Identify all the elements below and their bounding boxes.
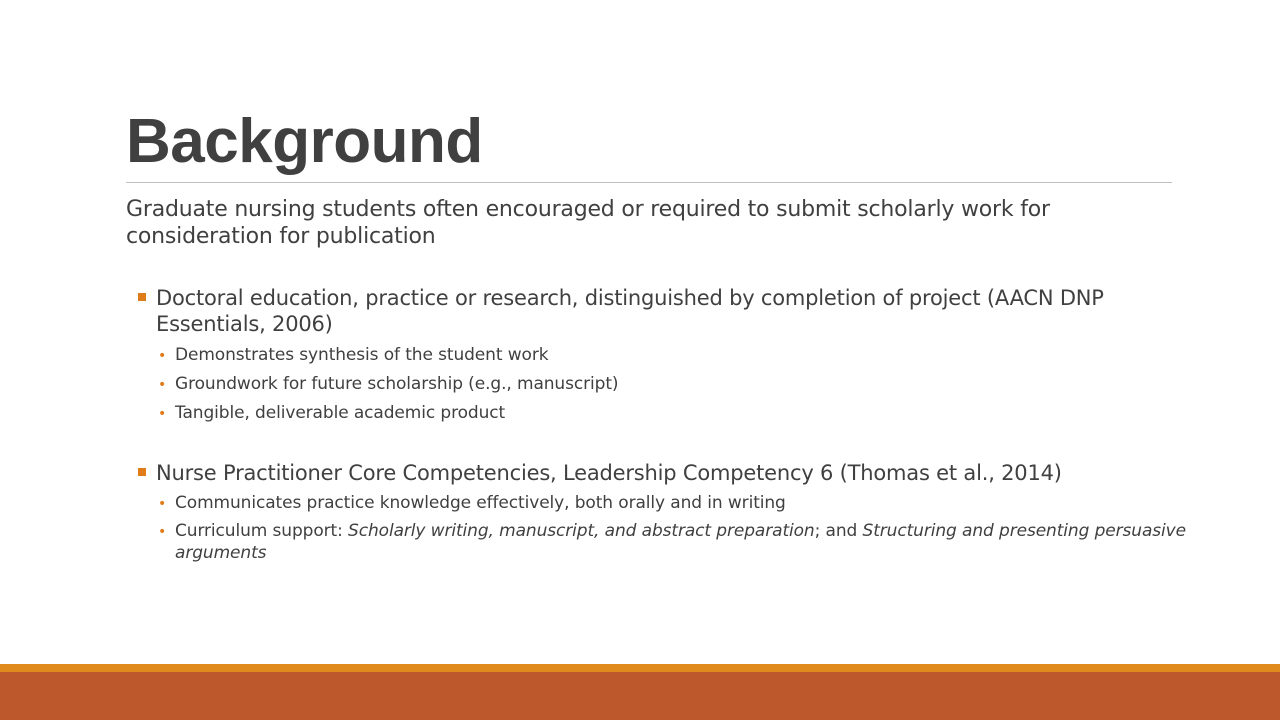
curriculum-italic-arguments: Structuring and presenting persuasive arguments	[175, 521, 1186, 563]
section-doctoral-education	[136, 285, 1186, 424]
level2-bullet	[136, 492, 1186, 514]
footer-band-orange	[0, 664, 1280, 672]
level1-bullet	[136, 285, 1186, 337]
level2-bullet	[136, 373, 1186, 395]
dot-bullet-icon: •	[158, 496, 167, 512]
sub-bullet-list	[136, 492, 1186, 564]
curriculum-italic-writing: Scholarly writing, manuscript, and abstract preparation	[348, 521, 815, 541]
level2-bullet-text: Groundwork for future scholarship (e.g., manuscript)	[175, 374, 619, 394]
title-divider	[126, 182, 1172, 183]
dot-bullet-icon: •	[158, 377, 167, 393]
square-bullet-icon	[138, 293, 146, 301]
dot-bullet-icon: •	[158, 524, 167, 540]
dot-bullet-icon: •	[158, 348, 167, 364]
section-np-competencies	[136, 460, 1186, 564]
level2-bullet-curriculum	[136, 520, 1186, 564]
level1-bullet	[136, 460, 1186, 486]
footer-band-rust	[0, 672, 1280, 720]
level2-bullet	[136, 344, 1186, 366]
intro-text: Graduate nursing students often encouraged or required to submit scholarly work for consideration for publication	[126, 197, 1050, 249]
level2-bullet-text: Tangible, deliverable academic product	[175, 403, 506, 423]
square-bullet-icon	[138, 468, 146, 476]
dot-bullet-icon: •	[158, 406, 167, 422]
level2-bullet-text: Communicates practice knowledge effectively, both orally and in writing	[175, 493, 786, 513]
level2-bullet-text: Demonstrates synthesis of the student work	[175, 345, 549, 365]
curriculum-middle: ; and	[814, 521, 863, 541]
curriculum-prefix: Curriculum support:	[175, 521, 349, 541]
level1-bullet-text: Nurse Practitioner Core Competencies, Leadership Competency 6 (Thomas et al., 2014)	[156, 461, 1062, 485]
sub-bullet-list	[136, 344, 1186, 424]
level2-bullet	[136, 402, 1186, 424]
level1-bullet-text: Doctoral education, practice or research, distinguished by completion of project (AACN DNP Essentials, 2006)	[156, 286, 1104, 336]
slide-title: Background	[126, 107, 483, 176]
